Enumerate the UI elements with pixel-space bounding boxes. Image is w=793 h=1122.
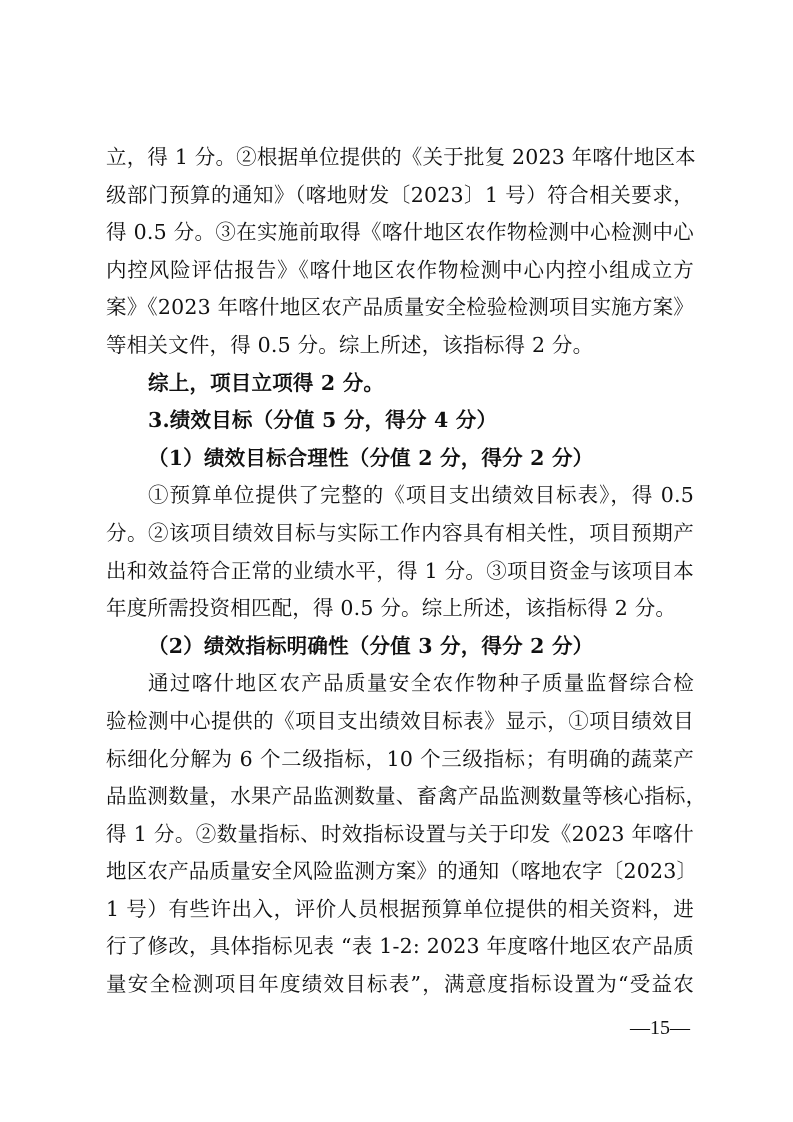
page-number: —15— <box>630 1017 690 1039</box>
heading-line: （1）绩效目标合理性（分值 2 分，得分 2 分） <box>148 445 594 470</box>
text-line: 得 1 分。②数量指标、时效指标设置与关于印发《2023 年喀什 <box>106 821 694 846</box>
text-line: 品监测数量，水果产品监测数量、畜禽产品监测数量等核心指标， <box>106 784 707 809</box>
heading-line: 3.绩效目标（分值 5 分，得分 4 分） <box>148 408 498 433</box>
text-line: ①预算单位提供了完整的《项目支出绩效目标表》，得 0.5 <box>148 483 694 508</box>
text-line: 行了修改，具体指标见表 “表 1-2: 2023 年度喀什地区农产品质 <box>106 934 694 959</box>
text-line: 等相关文件，得 0.5 分。综上所述，该指标得 2 分。 <box>106 332 594 357</box>
body-text <box>106 139 707 1004</box>
heading-line: （2）绩效指标明确性（分值 3 分，得分 2 分） <box>148 633 594 658</box>
text-line: 级部门预算的通知》（喀地财发〔2023〕1 号）符合相关要求， <box>106 182 694 207</box>
text-line: 内控风险评估报告》《喀什地区农作物检测中心内控小组成立方 <box>106 257 694 282</box>
text-line: 分。②该项目绩效目标与实际工作内容具有相关性，项目预期产 <box>106 520 694 545</box>
text-line: 地区农产品质量安全风险监测方案》的通知（喀地农字〔2023〕 <box>106 859 698 884</box>
text-line: 得 0.5 分。③在实施前取得《喀什地区农作物检测中心检测中心 <box>106 220 694 245</box>
text-line: 出和效益符合正常的业绩水平，得 1 分。③项目资金与该项目本 <box>106 558 694 583</box>
text-line: 量安全检测项目年度绩效目标表”，满意度指标设置为“受益农 <box>106 972 694 997</box>
text-line: 标细化分解为 6 个二级指标，10 个三级指标；有明确的蔬菜产 <box>106 746 694 771</box>
text-line: 1 号）有些许出入，评价人员根据预算单位提供的相关资料，进 <box>106 896 694 921</box>
text-line: 立，得 1 分。②根据单位提供的《关于批复 2023 年喀什地区本 <box>106 145 696 169</box>
text-line: 验检测中心提供的《项目支出绩效目标表》显示，①项目绩效目 <box>106 708 694 733</box>
text-line: 通过喀什地区农产品质量安全农作物种子质量监督综合检 <box>148 671 694 696</box>
text-line: 年度所需投资相匹配，得 0.5 分。综上所述，该指标得 2 分。 <box>106 596 677 621</box>
heading-line: 综上，项目立项得 2 分。 <box>148 370 385 395</box>
text-line: 案》《2023 年喀什地区农产品质量安全检验检测项目实施方案》 <box>106 295 694 320</box>
